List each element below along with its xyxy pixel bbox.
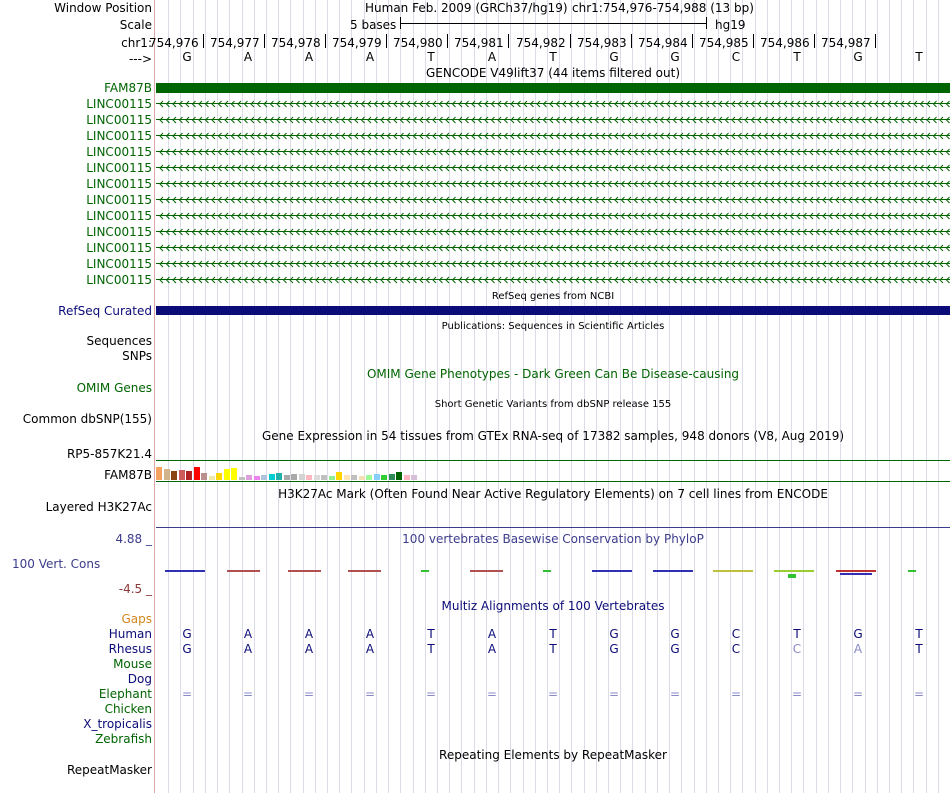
phylop-mark: [227, 570, 260, 572]
sequence-base: G: [182, 50, 192, 64]
alignment-base: A: [365, 642, 375, 656]
linc00115-gene-row[interactable]: [156, 212, 950, 220]
alignment-base: T: [427, 627, 435, 641]
alignment-base: A: [304, 642, 314, 656]
phylop-mark: [165, 570, 205, 572]
alignment-base: =: [913, 687, 925, 701]
ruler-position: 754,985: [699, 36, 749, 50]
alignment-base: T: [915, 642, 923, 656]
phylop-mark: [592, 570, 632, 572]
gencode-track-title: GENCODE V49lift37 (44 items filtered out): [425, 66, 680, 80]
sequence-base: G: [670, 50, 680, 64]
alignment-base: C: [731, 642, 741, 656]
ruler-tick: [325, 34, 326, 48]
phylop-mark: [788, 574, 796, 578]
strand-arrows: [156, 132, 950, 140]
ruler-position: 754,976: [149, 36, 199, 50]
ruler-tick: [386, 34, 387, 48]
species-label[interactable]: Human: [108, 627, 152, 641]
ruler-position: 754,979: [332, 36, 382, 50]
alignment-base: G: [670, 627, 680, 641]
alignment-base: A: [243, 642, 253, 656]
alignment-base: A: [304, 627, 314, 641]
linc00115-gene-row[interactable]: [156, 100, 950, 108]
ruler-position: 754,986: [760, 36, 810, 50]
strand-arrows: [156, 260, 950, 268]
ruler-position: 754,984: [638, 36, 688, 50]
strand-arrows: [156, 180, 950, 188]
gtex-tissue-bar: [284, 475, 290, 480]
alignment-base: =: [242, 687, 254, 701]
ruler-tick: [753, 34, 754, 48]
gencode-gene-label[interactable]: LINC00115: [86, 113, 152, 127]
gtex-tissue-bar: [239, 477, 245, 480]
h3k27-baseline: [156, 527, 950, 528]
gtex-tissue-bar: [171, 471, 177, 480]
ruler-position: 754,981: [454, 36, 504, 50]
gtex-tissue-bar: [366, 475, 372, 480]
multiz-track-title: Multiz Alignments of 100 Vertebrates: [441, 599, 665, 613]
scale-text: 5 bases: [350, 18, 397, 32]
gencode-gene-label[interactable]: LINC00115: [86, 273, 152, 287]
gtex-tissue-bar: [254, 476, 260, 480]
strand-arrows: [156, 228, 950, 236]
gencode-gene-label[interactable]: LINC00115: [86, 225, 152, 239]
alignment-base: A: [243, 627, 253, 641]
ruler-tick: [447, 34, 448, 48]
sequence-base: T: [427, 50, 435, 64]
gtex-tissue-bar: [261, 475, 267, 480]
species-label[interactable]: Mouse: [113, 657, 152, 671]
phylop-mark: [653, 570, 693, 572]
phylop-mark: [470, 570, 503, 572]
gtex-tissue-bar: [351, 475, 357, 480]
scale-bar-right: [706, 17, 707, 29]
gtex-label-fam87b[interactable]: FAM87B: [104, 468, 152, 482]
alignment-base: =: [364, 687, 376, 701]
phylop-mark: [421, 570, 429, 572]
linc00115-gene-row[interactable]: [156, 196, 950, 204]
ruler-position: 754,983: [577, 36, 627, 50]
gtex-tissue-bar: [216, 473, 222, 480]
strand-label: --->: [128, 52, 152, 66]
ruler-position: 754,987: [821, 36, 871, 50]
ruler-position: 754,977: [210, 36, 260, 50]
gtex-line-bottom: [156, 481, 950, 482]
refseq-track-title: RefSeq genes from NCBI: [491, 291, 615, 302]
position-text[interactable]: chr1:754,976-754,988 (13 bp): [572, 1, 754, 15]
gtex-tissue-bar: [336, 472, 342, 480]
h3k27-track-title: H3K27Ac Mark (Often Found Near Active Regulatory Elements) on 7 cell lines from ENCODE: [278, 487, 828, 501]
alignment-base: G: [670, 642, 680, 656]
ruler-position: 754,980: [393, 36, 443, 50]
gtex-tissue-bar: [276, 473, 282, 480]
alignment-base: =: [852, 687, 864, 701]
fam87b-gene-bar[interactable]: [156, 83, 950, 93]
sequence-base: T: [549, 50, 557, 64]
phylop-mark: [774, 570, 814, 572]
gtex-tissue-bar: [374, 474, 380, 480]
gtex-tissue-bar: [396, 472, 402, 480]
ruler-tick: [875, 34, 876, 48]
sequence-base: G: [609, 50, 619, 64]
alignment-base: T: [793, 627, 801, 641]
rmsk-label[interactable]: RepeatMasker: [66, 763, 152, 777]
species-label[interactable]: X_tropicalis: [83, 717, 152, 731]
gencode-gene-label[interactable]: LINC00115: [86, 193, 152, 207]
phylop-mark: [908, 570, 916, 572]
chrom-label: chr1:: [121, 36, 152, 50]
gencode-gene-label[interactable]: LINC00115: [86, 97, 152, 111]
gencode-gene-label[interactable]: LINC00115: [86, 161, 152, 175]
alignment-base: T: [549, 627, 557, 641]
alignment-base: A: [853, 642, 863, 656]
assembly-title: Human Feb. 2009 (GRCh37/hg19): [365, 1, 568, 15]
ruler-tick: [264, 34, 265, 48]
gtex-tissue-bar: [246, 475, 252, 480]
omim-track-title: OMIM Gene Phenotypes - Dark Green Can Be Disease-causing: [366, 367, 740, 381]
gencode-gene-label[interactable]: LINC00115: [86, 209, 152, 223]
gtex-tissue-bar: [411, 475, 417, 480]
alignment-base: G: [609, 627, 619, 641]
sequence-base: G: [853, 50, 863, 64]
cons-max-label: 4.88 _: [115, 532, 152, 546]
cons-track-title: 100 vertebrates Basewise Conservation by PhyloP: [402, 532, 704, 546]
gtex-tissue-bar: [209, 476, 215, 480]
alignment-base: A: [487, 642, 497, 656]
sequence-base: A: [487, 50, 497, 64]
dbsnp-label[interactable]: Common dbSNP(155): [22, 412, 152, 426]
ruler-position: 754,978: [271, 36, 321, 50]
strand-arrows: [156, 196, 950, 204]
cons-min-label: -4.5 _: [118, 582, 152, 596]
linc00115-gene-row[interactable]: [156, 116, 950, 124]
ruler-tick: [814, 34, 815, 48]
alignment-base: =: [730, 687, 742, 701]
gtex-tissue-bar: [359, 476, 365, 480]
alignment-base: G: [182, 627, 192, 641]
gaps-label[interactable]: Gaps: [121, 612, 152, 626]
label-separator: [154, 0, 155, 793]
gencode-gene-label[interactable]: FAM87B: [104, 81, 152, 95]
strand-arrows: [156, 212, 950, 220]
alignment-base: A: [365, 627, 375, 641]
gtex-tissue-bar: [381, 475, 387, 480]
linc00115-gene-row[interactable]: [156, 164, 950, 172]
phylop-mark: [836, 570, 876, 572]
omim-label[interactable]: OMIM Genes: [76, 381, 152, 395]
alignment-base: =: [303, 687, 315, 701]
strand-arrows: [156, 164, 950, 172]
linc00115-gene-row[interactable]: [156, 228, 950, 236]
ruler-tick: [203, 34, 204, 48]
pubs-sequences-label[interactable]: Sequences: [86, 334, 152, 348]
linc00115-gene-row[interactable]: [156, 244, 950, 252]
sequence-base: A: [365, 50, 375, 64]
gencode-gene-label[interactable]: LINC00115: [86, 129, 152, 143]
sequence-base: C: [731, 50, 741, 64]
ruler-tick: [631, 34, 632, 48]
species-label[interactable]: Zebrafish: [95, 732, 152, 746]
cons-label[interactable]: 100 Vert. Cons: [12, 557, 101, 571]
phylop-mark: [713, 570, 753, 572]
gtex-tissue-bar: [314, 475, 320, 480]
sequence-base: T: [793, 50, 801, 64]
alignment-base: =: [608, 687, 620, 701]
linc00115-gene-row[interactable]: [156, 132, 950, 140]
strand-arrows: [156, 244, 950, 252]
alignment-base: =: [181, 687, 193, 701]
species-label[interactable]: Rhesus: [108, 642, 152, 656]
alignment-base: G: [853, 627, 863, 641]
alignment-base: =: [425, 687, 437, 701]
alignment-base: G: [182, 642, 192, 656]
ruler-position: 754,982: [516, 36, 566, 50]
pubs-snps-label[interactable]: SNPs: [122, 349, 152, 363]
gtex-tissue-bar: [321, 475, 327, 480]
strand-arrows: [156, 276, 950, 284]
phylop-mark: [348, 570, 381, 572]
gtex-tissue-bar: [224, 469, 230, 480]
linc00115-gene-row[interactable]: [156, 180, 950, 188]
species-label[interactable]: Chicken: [104, 702, 152, 716]
alignment-base: T: [427, 642, 435, 656]
ruler-tick: [508, 34, 509, 48]
refseq-label[interactable]: RefSeq Curated: [58, 304, 152, 318]
alignment-base: =: [791, 687, 803, 701]
scale-label: Scale: [119, 18, 152, 32]
alignment-base: G: [609, 642, 619, 656]
refseq-gene-bar[interactable]: [156, 306, 950, 315]
strand-arrows: [156, 116, 950, 124]
gencode-gene-label[interactable]: LINC00115: [86, 257, 152, 271]
gencode-gene-label[interactable]: LINC00115: [86, 241, 152, 255]
phylop-mark: [840, 573, 872, 575]
gencode-gene-label[interactable]: LINC00115: [86, 177, 152, 191]
scale-bar: [400, 23, 706, 24]
alignment-base: =: [669, 687, 681, 701]
gtex-label-rp5[interactable]: RP5-857K21.4: [66, 447, 152, 461]
linc00115-gene-row[interactable]: [156, 148, 950, 156]
rmsk-track-title: Repeating Elements by RepeatMasker: [439, 748, 667, 762]
alignment-base: T: [915, 627, 923, 641]
gtex-tissue-bar: [186, 471, 192, 480]
gtex-tissue-bar: [194, 467, 200, 480]
species-label[interactable]: Dog: [127, 672, 152, 686]
gtex-tissue-bar: [164, 469, 170, 480]
gtex-tissue-bar: [201, 473, 207, 480]
alignment-base: =: [547, 687, 559, 701]
gtex-tissue-bar: [231, 468, 237, 480]
gtex-tissue-bar: [156, 467, 162, 480]
sequence-base: T: [915, 50, 923, 64]
sequence-base: A: [304, 50, 314, 64]
ruler-tick: [570, 34, 571, 48]
gencode-gene-label[interactable]: LINC00115: [86, 145, 152, 159]
sequence-base: A: [243, 50, 253, 64]
gtex-tissue-bar: [299, 474, 305, 480]
gtex-tissue-bar: [179, 470, 185, 480]
phylop-mark: [543, 570, 551, 572]
linc00115-gene-row[interactable]: [156, 276, 950, 284]
dbsnp-track-title: Short Genetic Variants from dbSNP release 155: [434, 399, 672, 410]
alignment-base: A: [487, 627, 497, 641]
gtex-line-top: [156, 460, 950, 461]
alignment-base: C: [731, 627, 741, 641]
window-position-label: Window Position: [54, 1, 152, 15]
strand-arrows: [156, 148, 950, 156]
alignment-base: T: [549, 642, 557, 656]
linc00115-gene-row[interactable]: [156, 260, 950, 268]
phylop-mark: [288, 570, 321, 572]
strand-arrows: [156, 100, 950, 108]
ruler-tick: [692, 34, 693, 48]
alignment-base: C: [792, 642, 802, 656]
gtex-tissue-bar: [344, 475, 350, 480]
species-label[interactable]: Elephant: [98, 687, 152, 701]
alignment-base: =: [486, 687, 498, 701]
gtex-tissue-bar: [389, 474, 395, 480]
pubs-track-title: Publications: Sequences in Scientific Articles: [441, 321, 665, 332]
gtex-tissue-bar: [269, 474, 275, 480]
gtex-track-title: Gene Expression in 54 tissues from GTEx RNA-seq of 17382 samples, 948 donors (V8, Aug 2019): [261, 429, 845, 443]
gtex-tissue-bar: [404, 475, 410, 480]
gtex-tissue-bar: [306, 475, 312, 480]
gtex-tissue-bar: [291, 474, 297, 480]
h3k27-label[interactable]: Layered H3K27Ac: [45, 500, 152, 514]
db-label: hg19: [715, 18, 746, 32]
gtex-tissue-bar: [329, 476, 335, 480]
